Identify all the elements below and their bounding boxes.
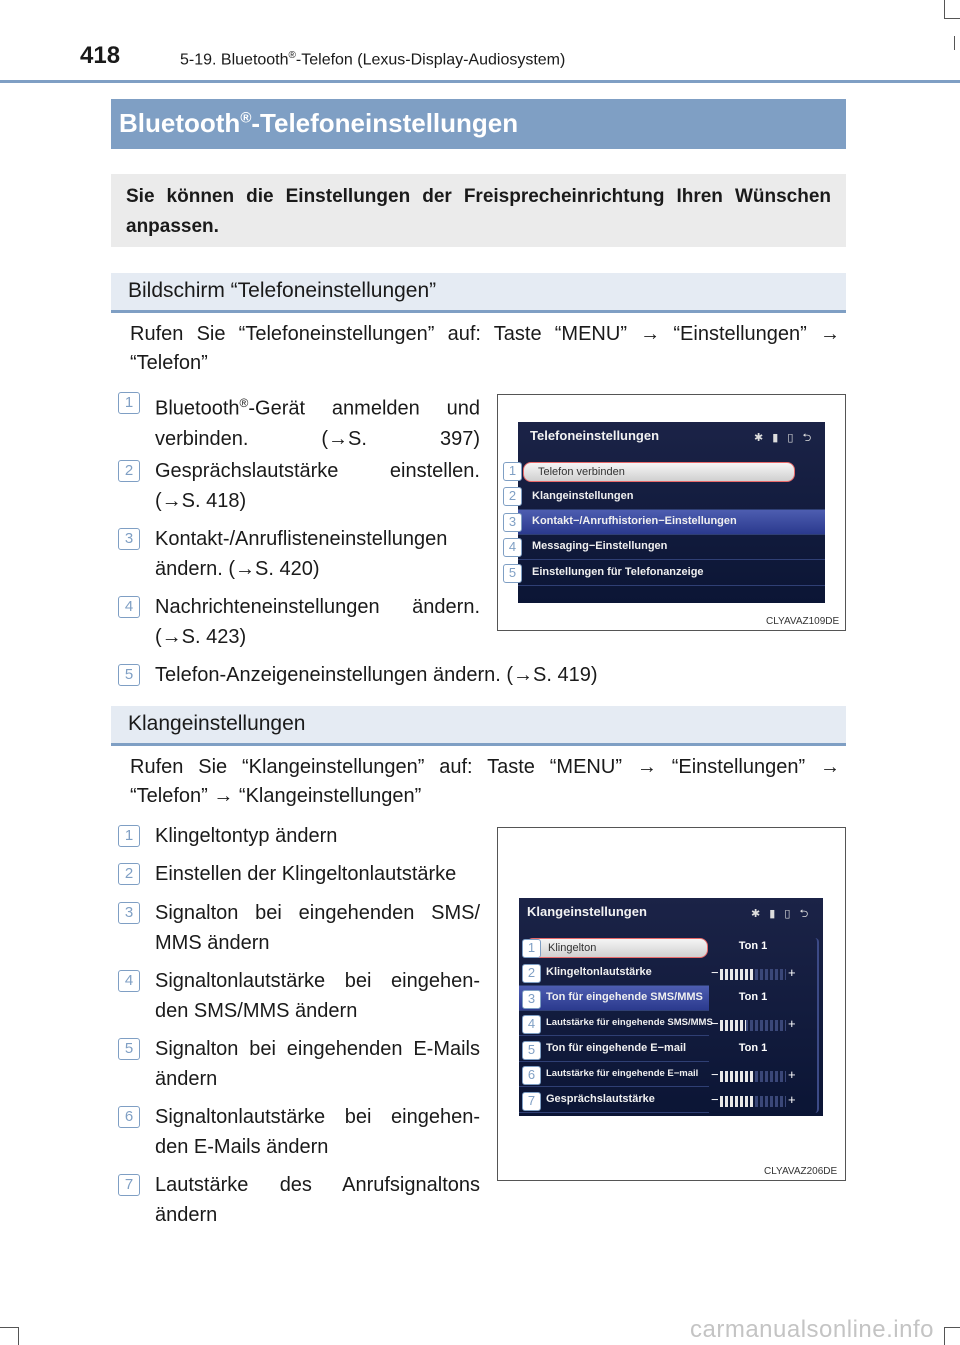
callout-badge: 7 — [522, 1092, 541, 1111]
item-text: Nachrichteneinstellungen ändern. (→S. 423) — [155, 596, 480, 648]
slider-fill — [720, 1071, 753, 1082]
item-number-badge: 1 — [118, 825, 140, 847]
minus-icon[interactable]: − — [711, 1092, 719, 1107]
list-item — [118, 966, 480, 1026]
item-text: Klingeltontyp ändern — [155, 825, 338, 847]
item-number-badge: 6 — [118, 1106, 140, 1128]
item-text: Signaltonlautstärke bei eingehen-den SMS/MMS ändern — [155, 970, 480, 1022]
figure-id: CLYAVAZ206DE — [764, 1166, 838, 1177]
item-number-badge: 5 — [118, 664, 140, 686]
section-heading-telefoneinstellungen: Bildschirm “Telefoneinstellungen” — [111, 273, 846, 313]
status-icons: ✱ ▮ ▯ ⮌ — [751, 908, 812, 920]
item-number-badge: 3 — [118, 902, 140, 924]
sound-row-lautstaerke-email: Lautstärke für eingehende E−mail — [519, 1062, 709, 1087]
intro-box — [111, 174, 846, 247]
ringtone-volume-slider[interactable] — [711, 965, 797, 983]
page-header — [0, 40, 960, 82]
chapter-title: 5-19. Bluetooth®-Telefon (Lexus-Display-Audiosystem) — [180, 50, 566, 69]
item-number-badge: 4 — [118, 970, 140, 992]
intro-text: Sie können die Einstellungen der Freisprecheinrichtung Ihren Wünschen anpassen. — [126, 186, 831, 237]
minus-icon[interactable]: − — [711, 1016, 719, 1031]
list-item — [118, 1034, 480, 1094]
slider-fill — [720, 1096, 753, 1107]
callout-badge: 2 — [522, 964, 541, 983]
screen-title: Telefoneinstellungen — [530, 428, 660, 443]
email-volume-slider[interactable] — [711, 1067, 797, 1085]
callout-badge: 3 — [503, 513, 522, 532]
figure-klangeinstellungen — [497, 827, 846, 1181]
sound-row-ton-sms[interactable]: Ton für eingehende SMS/MMS — [519, 986, 709, 1011]
item-number-badge: 2 — [118, 863, 140, 885]
item-text: Gesprächslautstärke einstellen. (→S. 418) — [155, 460, 480, 512]
instruction-klangeinstellungen: Rufen Sie “Klangeinstellungen” auf: Taste “MENU” → “Einstellungen” → “Telefon” → “Klangeinstellungen” — [130, 756, 840, 807]
callout-badge: 1 — [503, 462, 522, 481]
callout-badge: 2 — [503, 487, 522, 506]
header-rule — [0, 80, 960, 83]
list-item — [118, 592, 480, 652]
watermark: carmanualsonline.info — [690, 1316, 934, 1343]
page-number: 418 — [80, 42, 121, 69]
plus-icon[interactable]: + — [788, 1092, 796, 1107]
list-item — [118, 859, 480, 889]
minus-icon[interactable]: − — [711, 965, 719, 980]
list-item — [118, 1170, 480, 1230]
callout-badge: 4 — [503, 538, 522, 557]
callout-badge: 1 — [522, 939, 541, 958]
menu-row-klangeinstellungen[interactable]: Klangeinstellungen — [518, 485, 825, 510]
item-number-badge: 1 — [118, 392, 140, 414]
callout-badge: 5 — [503, 564, 522, 583]
menu-row-telefonanzeige[interactable]: Einstellungen für Telefonanzeige — [518, 561, 825, 586]
screen-telefoneinstellungen — [518, 422, 825, 603]
list-item — [118, 524, 480, 584]
item-text: Lautstärke des Anrufsignaltons ändern — [155, 1174, 480, 1226]
section-title-bar — [111, 99, 846, 149]
email-tone-value[interactable]: Ton 1 — [738, 1042, 768, 1054]
item-number-badge: 4 — [118, 596, 140, 618]
item-text: Telefon-Anzeigeneinstellungen ändern. (→S. 419) — [155, 664, 598, 686]
instruction-telefoneinstellungen: Rufen Sie “Telefoneinstellungen” auf: Taste “MENU” → “Einstellungen” → “Telefon” — [130, 323, 840, 374]
item-text: Signalton bei eingehenden SMS/ MMS ändern — [155, 902, 480, 954]
item-number-badge: 5 — [118, 1038, 140, 1060]
sms-tone-value[interactable]: Ton 1 — [738, 991, 768, 1003]
item-text: Einstellen der Klingeltonlautstärke — [155, 863, 457, 885]
list-item — [118, 898, 480, 958]
sound-row-gespraechslautstaerke: Gesprächslautstärke — [519, 1088, 709, 1113]
item-text: Bluetooth®-Gerät anmelden und verbinden. (→S. 397) — [155, 396, 480, 450]
scrollbar[interactable] — [815, 938, 819, 1113]
menu-row-kontakt-einstellungen[interactable]: Kontakt−/Anrufhistorien−Einstellungen — [518, 510, 825, 535]
list-item — [118, 660, 838, 690]
sound-row-klingelton[interactable]: Klingelton — [525, 938, 708, 958]
sms-volume-slider[interactable] — [711, 1016, 797, 1034]
ringtone-value[interactable]: Ton 1 — [738, 940, 768, 952]
callout-badge: 3 — [522, 990, 541, 1009]
item-text: Kontakt-/Anruflisteneinstellungen ändern. (→S. 420) — [155, 528, 448, 580]
plus-icon[interactable]: + — [788, 1067, 796, 1082]
callout-badge: 5 — [522, 1041, 541, 1060]
plus-icon[interactable]: + — [788, 1016, 796, 1031]
list-item — [118, 456, 480, 516]
slider-fill — [720, 969, 753, 980]
minus-icon[interactable]: − — [711, 1067, 719, 1082]
plus-icon[interactable]: + — [788, 965, 796, 980]
slider-fill — [720, 1020, 746, 1031]
call-volume-slider[interactable] — [711, 1092, 797, 1110]
figure-id: CLYAVAZ109DE — [766, 616, 840, 627]
item-number-badge: 7 — [118, 1174, 140, 1196]
section-heading-klangeinstellungen: Klangeinstellungen — [111, 706, 846, 746]
list-item — [118, 1102, 480, 1162]
menu-row-telefon-verbinden[interactable]: Telefon verbinden — [523, 462, 795, 482]
item-text: Signalton bei eingehenden E-Mails ändern — [155, 1038, 480, 1090]
status-icons: ✱ ▮ ▯ ⮌ — [754, 432, 815, 444]
list-item — [118, 821, 480, 851]
screen-title: Klangeinstellungen — [527, 904, 647, 919]
callout-badge: 4 — [522, 1015, 541, 1034]
screen-klangeinstellungen — [519, 898, 823, 1116]
menu-row-messaging-einstellungen[interactable]: Messaging−Einstellungen — [518, 535, 825, 560]
figure-telefoneinstellungen — [497, 394, 846, 631]
item-text: Signaltonlautstärke bei eingehen-den E-Mails ändern — [155, 1106, 480, 1158]
list-item — [118, 388, 480, 454]
sound-row-ton-email[interactable]: Ton für eingehende E−mail — [519, 1037, 709, 1062]
sound-row-lautstaerke-sms: Lautstärke für eingehende SMS/MMS — [519, 1011, 709, 1036]
item-number-badge: 2 — [118, 460, 140, 482]
sound-row-klingeltonlautstaerke: Klingeltonlautstärke — [519, 961, 709, 986]
item-number-badge: 3 — [118, 528, 140, 550]
page-title: Bluetooth®-Telefoneinstellungen — [119, 108, 519, 138]
callout-badge: 6 — [522, 1066, 541, 1085]
